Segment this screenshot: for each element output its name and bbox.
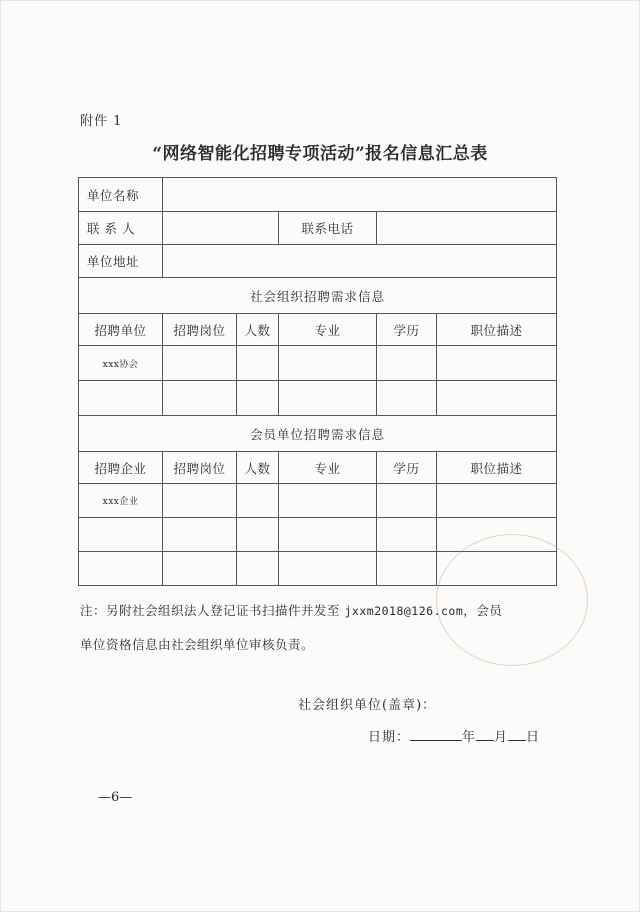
registration-form [78,177,556,586]
org-cell[interactable] [237,346,279,381]
org-cell[interactable] [279,381,377,416]
contact-field[interactable] [163,212,279,245]
org-example-cell: xxx协会 [79,346,163,381]
member-section-title: 会员单位招聘需求信息 [79,416,557,452]
org-section-row [79,278,557,314]
date-line [368,726,540,745]
member-cell[interactable] [377,518,437,552]
org-cell[interactable] [163,381,237,416]
member-cell[interactable] [163,552,237,586]
form-title: “网络智能化招聘专项活动”报名信息汇总表 [152,144,488,164]
org-header-unit: 招聘单位 [79,314,163,346]
phone-label: 联系电话 [279,212,377,245]
year-blank[interactable] [410,728,462,741]
unit-name-label: 单位名称 [79,178,163,212]
address-label: 单位地址 [79,245,163,278]
member-cell[interactable] [163,518,237,552]
note-email: jxxm2018@126.com [344,604,464,618]
member-cell[interactable] [279,518,377,552]
member-header-description: 职位描述 [437,452,557,484]
form-table [78,177,557,586]
month-blank[interactable] [476,728,494,741]
member-cell[interactable] [237,552,279,586]
member-cell[interactable] [279,484,377,518]
unit-name-field[interactable] [163,178,557,212]
address-field[interactable] [163,245,557,278]
date-month: 月 [494,730,509,745]
member-cell[interactable] [237,484,279,518]
member-header-position: 招聘岗位 [163,452,237,484]
org-header-education: 学历 [377,314,437,346]
member-cell[interactable] [377,484,437,518]
member-cell[interactable] [163,484,237,518]
page-number: —6— [98,790,133,805]
date-day: 日 [526,730,541,745]
member-section-row [79,416,557,452]
note-prefix: 注：另附社会组织法人登记证书扫描件并发至 [80,603,341,618]
org-cell[interactable] [237,381,279,416]
org-cell[interactable] [437,381,557,416]
note-suffix: ，会员 [463,603,503,618]
member-header-row [79,452,557,484]
member-header-count: 人数 [237,452,279,484]
member-data-row [79,484,557,518]
note-paragraph [80,594,560,661]
org-header-row [79,314,557,346]
contact-row [79,212,557,245]
org-data-row [79,346,557,381]
unit-name-row [79,178,557,212]
member-cell[interactable] [237,518,279,552]
address-row [79,245,557,278]
member-cell[interactable] [79,552,163,586]
org-cell[interactable] [377,381,437,416]
member-cell[interactable] [377,552,437,586]
note-line-1 [80,594,560,628]
phone-field[interactable] [377,212,557,245]
member-cell[interactable] [437,552,557,586]
date-label: 日期： [368,730,411,745]
member-header-company: 招聘企业 [79,452,163,484]
org-cell[interactable] [279,346,377,381]
member-cell[interactable] [437,484,557,518]
signature-label: 社会组织单位(盖章)： [298,698,437,713]
day-blank[interactable] [508,728,526,741]
attachment-label: 附件 1 [80,114,123,129]
member-header-education: 学历 [377,452,437,484]
date-year: 年 [462,730,477,745]
member-data-row [79,518,557,552]
member-example-cell: xxx企业 [79,484,163,518]
org-data-row [79,381,557,416]
member-cell[interactable] [79,518,163,552]
member-cell[interactable] [437,518,557,552]
member-header-major: 专业 [279,452,377,484]
org-cell[interactable] [437,346,557,381]
org-cell[interactable] [79,381,163,416]
member-cell[interactable] [279,552,377,586]
org-cell[interactable] [163,346,237,381]
member-data-row [79,552,557,586]
org-section-title: 社会组织招聘需求信息 [79,278,557,314]
org-header-count: 人数 [237,314,279,346]
contact-label: 联 系 人 [79,212,163,245]
org-header-major: 专业 [279,314,377,346]
org-header-description: 职位描述 [437,314,557,346]
note-line-2: 单位资格信息由社会组织单位审核负责。 [80,637,315,652]
org-cell[interactable] [377,346,437,381]
org-header-position: 招聘岗位 [163,314,237,346]
